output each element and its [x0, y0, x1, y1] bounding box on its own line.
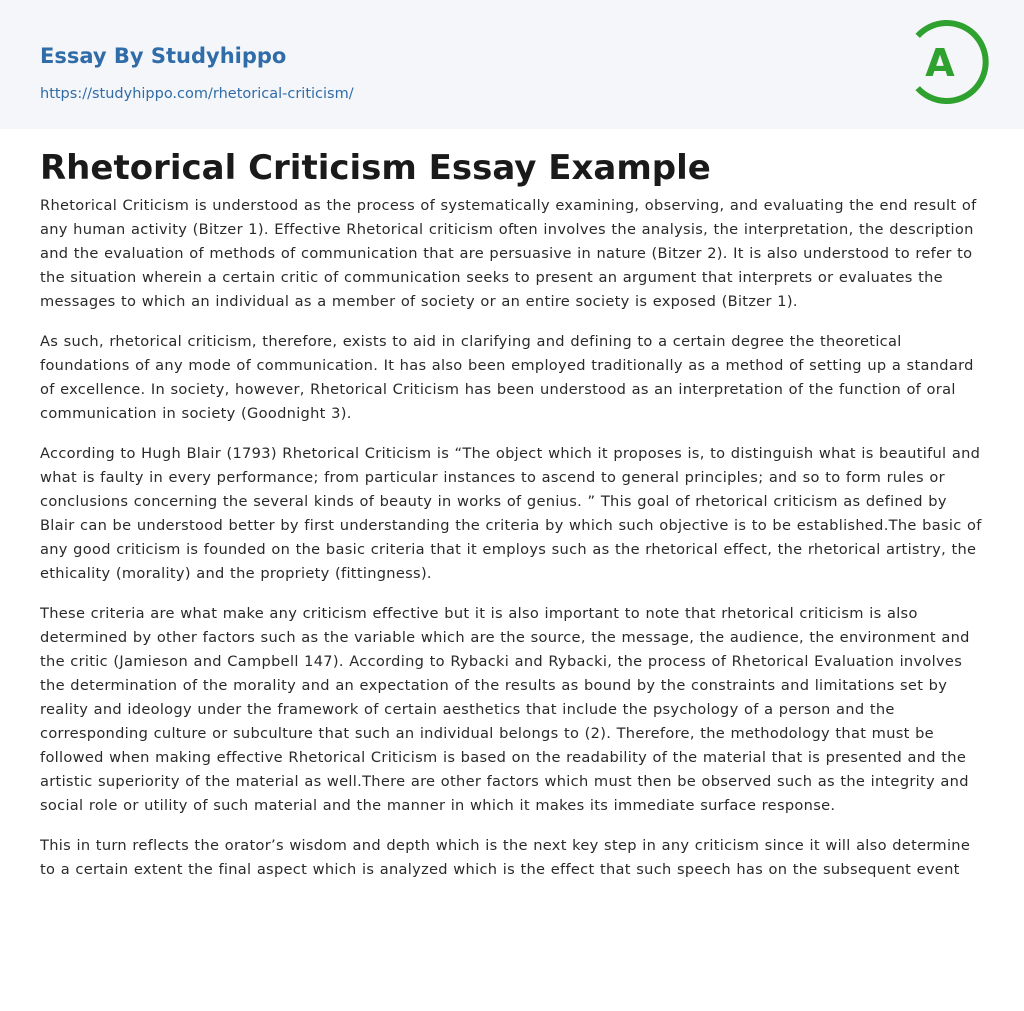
article-body — [40, 194, 984, 898]
page-header — [0, 0, 1024, 129]
paragraph-2: As such, rhetorical criticism, therefore, exists to aid in clarifying and defining to a certain degree the theoretical foundations of any mode of communication. It has also been employed traditionally as a method of setting up a standard of excellence. In society, however, Rhetorical Criticism has been understood as an interpretation of the function of oral communication in society (Goodnight 3). — [40, 333, 974, 422]
page-title: Rhetorical Criticism Essay Example — [40, 148, 711, 188]
logo-letter: A — [925, 41, 955, 85]
paragraph-5: This in turn reflects the orator’s wisdom and depth which is the next key step in any criticism since it will also determine to a certain extent the final aspect which is analyzed which is the effect that such speech has on the subsequent event — [40, 837, 971, 878]
paragraph-1: Rhetorical Criticism is understood as the process of systematically examining, observing, and evaluating the end result of any human activity (Bitzer 1). Effective Rhetorical criticism often involves the analysis, the interpretation, the description and the evaluation of methods of communication that are persuasive in nature (Bitzer 2). It is also understood to refer to the situation wherein a certain critic of communication seeks to present an argument that interprets or evaluates the messages to which an individual as a member of society or an entire society is exposed (Bitzer 1). — [40, 197, 977, 310]
studyhippo-a-logo-icon[interactable] — [909, 17, 989, 107]
paragraph-3: According to Hugh Blair (1793) Rhetorical Criticism is “The object which it proposes is, to distinguish what is beautiful and what is faulty in every performance; from particular instances to ascend to general principles; and so to form rules or conclusions concerning the several kinds of beauty in works of genius. ” This goal of rhetorical criticism as defined by Blair can be understood better by first understanding the criteria by which such objective is to be established.The basic of any good criticism is founded on the basic criteria that it employs such as the rhetorical effect, the rhetorical artistry, the ethicality (morality) and the propriety (fittingness). — [40, 445, 982, 582]
brand-title[interactable]: Essay By Studyhippo — [40, 44, 287, 68]
paragraph-4: These criteria are what make any criticism effective but it is also important to note that rhetorical criticism is also determined by other factors such as the variable which are the source, the message, the audience, the environment and the critic (Jamieson and Campbell 147). According to Rybacki and Rybacki, the process of Rhetorical Evaluation involves the determination of the morality and an expectation of the results as bound by the constraints and limitations set by reality and ideology under the framework of certain aesthetics that include the psychology of a person and the corresponding culture or subculture that such an individual belongs to (2). Therefore, the methodology that must be followed when making effective Rhetorical Criticism is based on the readability of the material that is presented and the artistic superiority of the material as well.There are other factors which must then be observed such as the integrity and social role or utility of such material and the manner in which it makes its immediate surface response. — [40, 605, 970, 814]
source-url-link[interactable]: https://studyhippo.com/rhetorical-criticism/ — [40, 86, 354, 102]
